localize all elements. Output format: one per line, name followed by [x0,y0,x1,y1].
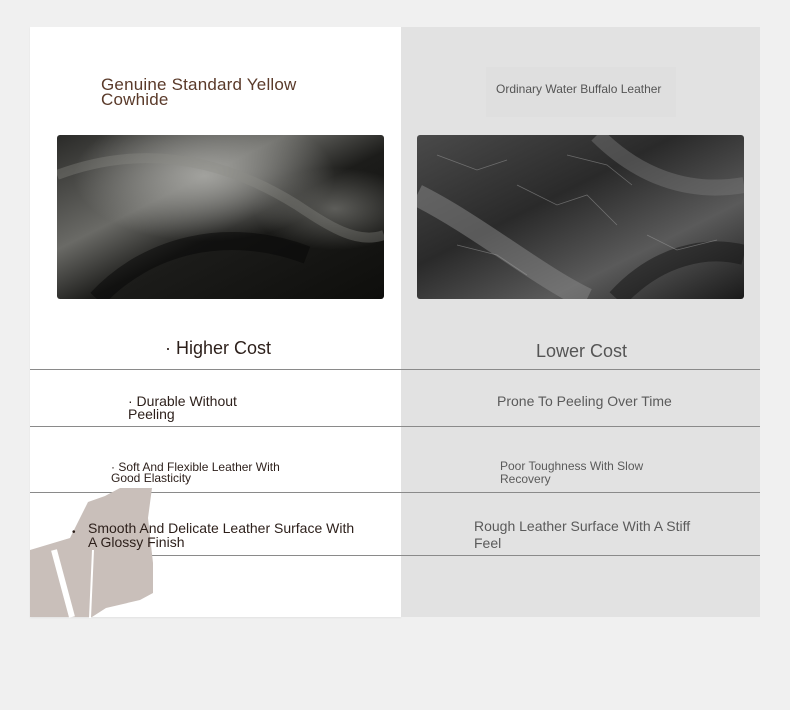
row-divider [30,369,760,370]
left-row-elasticity: · Soft And Flexible Leather With Good Elasticity [111,460,280,485]
right-title: Ordinary Water Buffalo Leather [496,82,662,96]
left-row-durability: · Durable Without Peeling [128,393,237,422]
left-row-bullet: • [72,527,76,538]
row-divider [30,426,760,427]
cowhide-leather-image [57,135,384,299]
left-title: Genuine Standard Yellow Cowhide [101,75,297,109]
right-row-elasticity: Poor Toughness With Slow Recovery [500,459,644,486]
leather-jacket-icon [30,488,160,618]
right-row-cost: Lower Cost [536,341,628,361]
left-row-cost: · Higher Cost [165,338,272,358]
right-row-durability: Prone To Peeling Over Time [497,393,672,409]
right-row-surface: Rough Leather Surface With A Stiff Feel [474,518,691,551]
buffalo-leather-image [417,135,744,299]
left-row-surface: Smooth And Delicate Leather Surface With A Glossy Finish [88,520,355,550]
